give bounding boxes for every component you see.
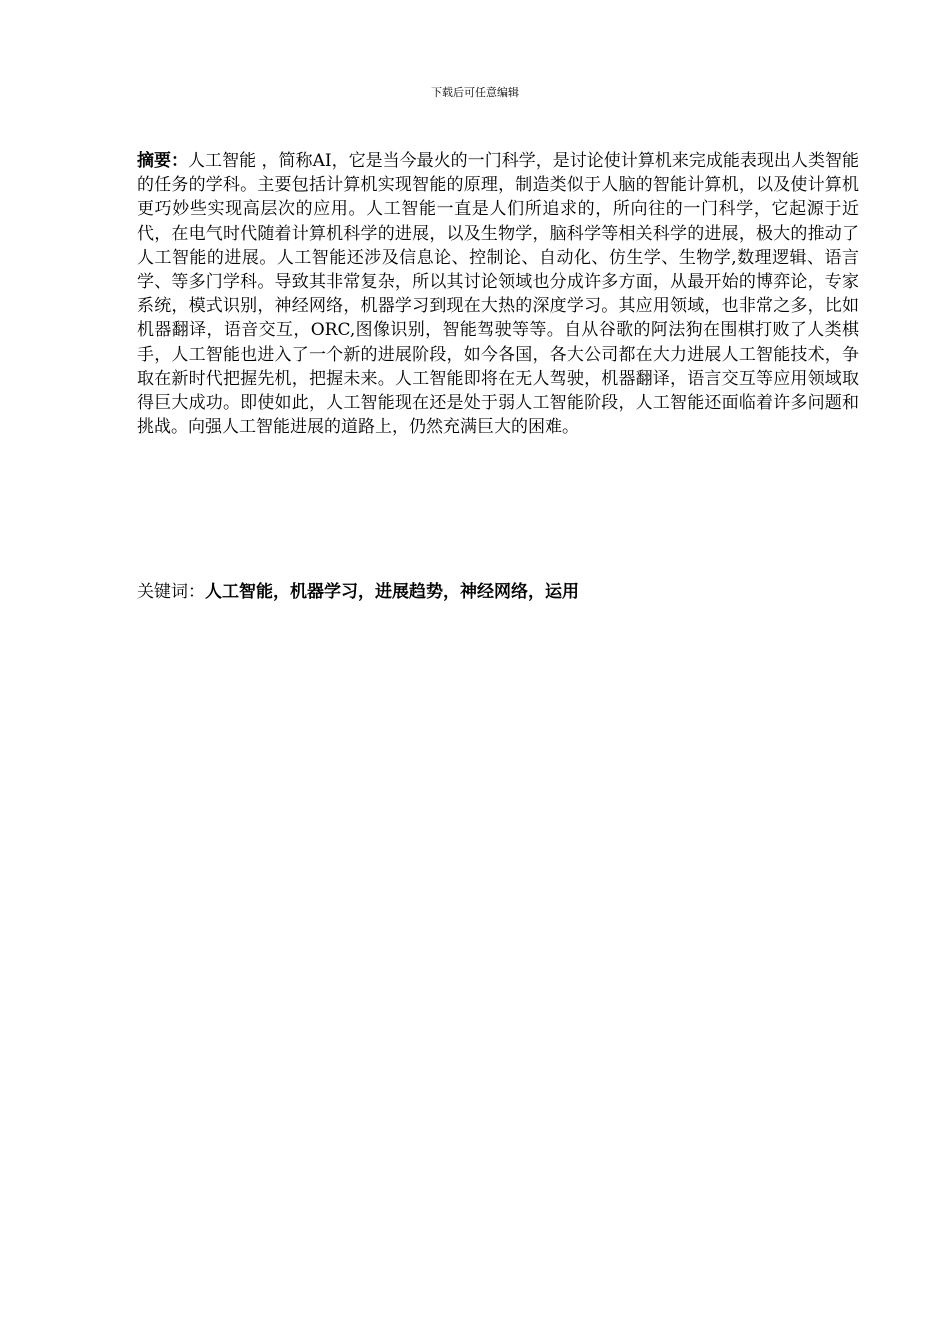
keywords-label: 关键词： (137, 582, 205, 602)
page-header: 下载后可任意编辑 (431, 86, 519, 99)
keywords-paragraph (137, 580, 859, 604)
keywords-values: 人工智能，机器学习，进展趋势，神经网络，运用 (205, 582, 579, 602)
abstract-label: 摘要： (137, 151, 189, 171)
abstract-paragraph (137, 149, 859, 439)
abstract-text: 人工智能 ，简称AI，它是当今最火的一门科学，是讨论使计算机来完成能表现出人类智能的任务的学科。主要包括计算机实现智能的原理，制造类似于人脑的智能计算机，以及使计算机更巧妙些实现高层次的应用。人工智能一直是人们所追求的，所向往的一门科学，它起源于近代，在电气时代随着计算机科学的进展，以及生物学，脑科学等相关科学的进展，极大的推动了人工智能的进展。人工智能还涉及信息论、控制论、自动化、仿生学、生物学,数理逻辑、语言学、等多门学科。导致其非常复杂，所以其讨论领域也分成许多方面，从最开始的博弈论，专家系统，模式识别，神经网络，机器学习到现在大热的深度学习。其应用领域，也非常之多，比如机器翻译，语音交互，ORC,图像识别，智能驾驶等等。自从谷歌的阿法狗在围棋打败了人类棋手，人工智能也进入了一个新的进展阶段，如今各国，各大公司都在大力进展人工智能技术，争取在新时代把握先机，把握未来。人工智能即将在无人驾驶，机器翻译，语言交互等应用领域取得巨大成功。即使如此，人工智能现在还是处于弱人工智能阶段，人工智能还面临着许多问题和挑战。向强人工智能进展的道路上，仍然充满巨大的困难。 (137, 151, 859, 438)
